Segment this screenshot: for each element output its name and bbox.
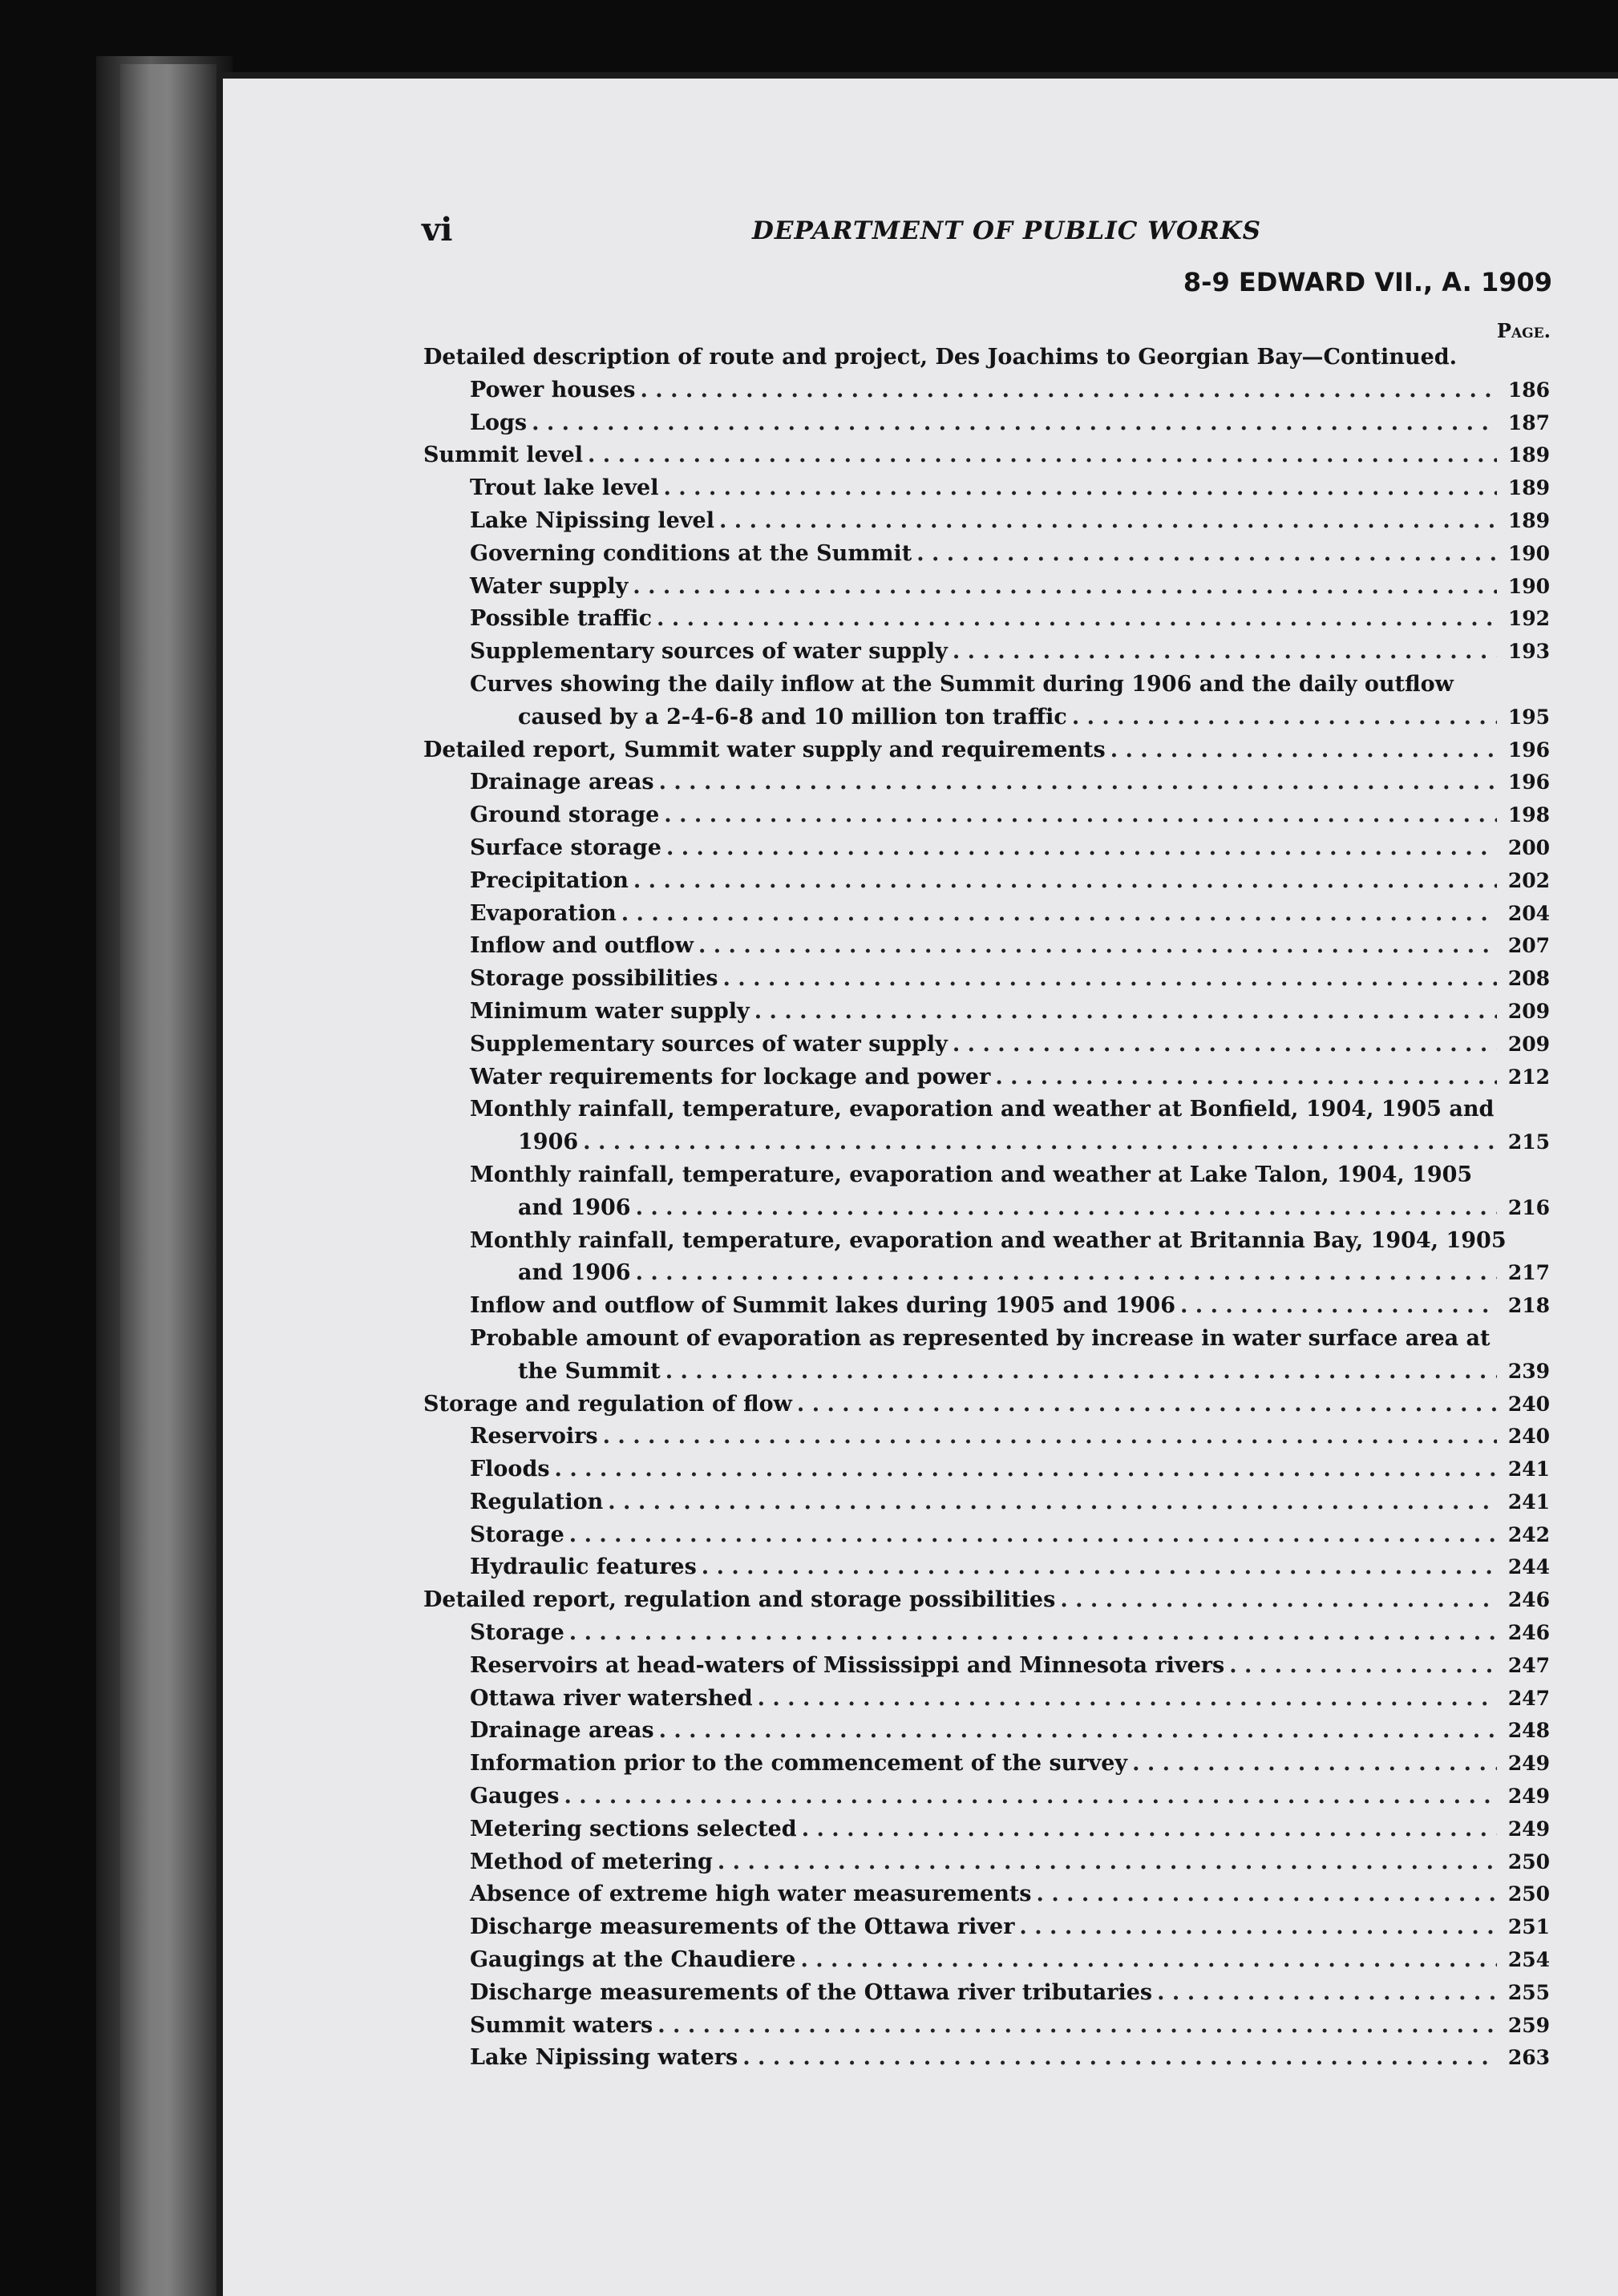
toc-entry-label: Information prior to the commencement of the survey [470, 1751, 1128, 1777]
toc-entry-label: Water supply [470, 573, 629, 599]
toc-entry-page: 254 [1507, 1948, 1550, 1972]
toc-entry-label: Logs [470, 410, 528, 435]
toc-entry [423, 472, 1550, 505]
toc-entry-label: Minimum water supply [470, 998, 750, 1024]
toc-entry [423, 996, 1550, 1029]
toc-entry-label: Governing conditions at the Summit [470, 540, 912, 566]
toc-entry-label: Possible traffic [470, 606, 653, 632]
toc-entry [423, 1551, 1550, 1584]
toc-entry [423, 1290, 1550, 1323]
toc-entry [423, 1683, 1550, 1716]
toc-entry [423, 1944, 1550, 1977]
toc-entry-label: Ottawa river watershed [470, 1685, 753, 1711]
toc-entry-page: 259 [1507, 2013, 1550, 2037]
document-page [216, 72, 1618, 2296]
toc-entry-page: 240 [1507, 1392, 1550, 1416]
toc-entry-label: Supplementary sources of water supply [470, 639, 948, 665]
toc-entry [423, 1715, 1550, 1748]
toc-entry-page: 209 [1507, 1032, 1550, 1056]
toc-entry-page: 246 [1507, 1588, 1550, 1612]
toc-entry-label: Floods [470, 1457, 550, 1482]
toc-entry-page: 249 [1507, 1785, 1550, 1809]
toc-entry-label: Gaugings at the Chaudiere [470, 1947, 796, 1973]
toc-entry-page: 186 [1507, 378, 1550, 402]
toc-entry-page: 241 [1507, 1457, 1550, 1481]
toc-entry [423, 898, 1550, 931]
toc-entry-line: Curves showing the daily inflow at the Summit during 1906 and the daily outflow [470, 671, 1454, 697]
toc-entry-label: Reservoirs [470, 1424, 598, 1449]
toc-entry-label: Ground storage [470, 802, 660, 828]
toc-entry [423, 1029, 1550, 1061]
toc-entry-label: Storage and regulation of flow [423, 1391, 792, 1417]
toc-entry [423, 2042, 1550, 2075]
toc-entry-label: Hydraulic features [470, 1554, 697, 1580]
toc-entry-page: 195 [1507, 705, 1550, 729]
toc-entry-label: Lake Nipissing level [470, 507, 714, 533]
toc-entry-page: 190 [1507, 574, 1550, 598]
toc-entry-label: Reservoirs at head-waters of Mississippi and Minnesota rivers [470, 1652, 1225, 1678]
toc-entry-label: Water requirements for lockage and power [470, 1064, 991, 1089]
toc-entry-label: Discharge measurements of the Ottawa river [470, 1914, 1015, 1940]
toc-entry [423, 1911, 1550, 1944]
toc-entry-label: Power houses [470, 377, 636, 402]
toc-entry-page: 215 [1507, 1130, 1550, 1154]
toc-entry [423, 1977, 1550, 2010]
toc-entry [423, 603, 1550, 636]
toc-entry-line: Monthly rainfall, temperature, evaporation and weather at Bonfield, 1904, 1905 and [470, 1097, 1495, 1122]
toc-entry [423, 1486, 1550, 1519]
toc-entry [423, 1192, 1550, 1225]
toc-entry [423, 1617, 1550, 1650]
toc-entry [423, 1389, 1550, 1421]
running-head: DEPARTMENT OF PUBLIC WORKS [752, 216, 1262, 245]
toc-entry [423, 1584, 1550, 1617]
toc-entry-page: 263 [1507, 2046, 1550, 2070]
toc-entry-page: 208 [1507, 967, 1550, 991]
toc-entry-page: 250 [1507, 1882, 1550, 1906]
toc-entry-label: Lake Nipissing waters [470, 2045, 738, 2071]
toc-entry-page: 202 [1507, 868, 1550, 892]
toc-entry-label: Detailed report, Summit water supply and requirements [423, 737, 1106, 762]
toc-entry-label: Supplementary sources of water supply [470, 1031, 948, 1057]
page-column-label: Page. [1496, 319, 1551, 342]
toc-entry-label: Gauges [470, 1784, 560, 1809]
toc-entry [423, 636, 1550, 669]
toc-entry-line: Monthly rainfall, temperature, evaporation and weather at Lake Talon, 1904, 1905 [470, 1162, 1473, 1187]
toc-entry-label: Drainage areas [470, 1718, 654, 1744]
toc-entry [423, 571, 1550, 604]
toc-entry [423, 1126, 1550, 1159]
toc-entry-label: the Summit [518, 1358, 661, 1384]
toc-entry-page: 189 [1507, 443, 1550, 467]
toc-entry [423, 439, 1550, 472]
toc-entry-label: Inflow and outflow [470, 933, 694, 959]
toc-entry-page: 241 [1507, 1490, 1550, 1514]
toc-entry-page: 247 [1507, 1686, 1550, 1710]
toc-entry-page: 249 [1507, 1752, 1550, 1776]
toc-entry [423, 701, 1550, 734]
toc-entry-page: 255 [1507, 1980, 1550, 2004]
toc-entry-page: 246 [1507, 1621, 1550, 1645]
toc-entry-page: 189 [1507, 508, 1550, 532]
page-number: vi [422, 211, 453, 249]
toc-entry-line: Monthly rainfall, temperature, evaporation and weather at Britannia Bay, 1904, 1905 [470, 1227, 1507, 1253]
toc-entry [423, 963, 1550, 996]
toc-entry-page: 193 [1507, 640, 1550, 664]
toc-entry-label: Storage possibilities [470, 966, 718, 992]
toc-entry [423, 1257, 1550, 1290]
toc-entry [423, 374, 1550, 407]
toc-entry-page: 204 [1507, 901, 1550, 925]
toc-entry [423, 1061, 1550, 1094]
toc-entry-label: Precipitation [470, 867, 629, 893]
toc-entry [423, 1356, 1550, 1389]
toc-entry [423, 799, 1550, 832]
toc-entry [423, 407, 1550, 440]
toc-entry-page: 218 [1507, 1294, 1550, 1318]
toc-entry-label: Storage [470, 1620, 564, 1646]
toc-entry-page: 198 [1507, 803, 1550, 827]
toc-entry-page: 248 [1507, 1719, 1550, 1743]
toc-entry-label: Discharge measurements of the Ottawa river tributaries [470, 1979, 1153, 2005]
toc-entry-label: Metering sections selected [470, 1816, 797, 1841]
toc-entry-label: Surface storage [470, 835, 661, 860]
toc-entry [423, 1878, 1550, 1911]
toc-entry-page: 190 [1507, 541, 1550, 565]
toc-entry-page: 200 [1507, 835, 1550, 859]
toc-entry [423, 930, 1550, 963]
toc-entry-page: 209 [1507, 999, 1550, 1023]
toc-entry-page: 207 [1507, 934, 1550, 958]
toc-entry-label: Drainage areas [470, 770, 654, 795]
toc-entry [423, 1421, 1550, 1453]
toc-entry [423, 1781, 1550, 1813]
toc-entry [423, 865, 1550, 898]
toc-entry-label: caused by a 2-4-6-8 and 10 million ton traffic [518, 704, 1067, 730]
toc-entry [423, 766, 1550, 799]
toc-entry-page: 244 [1507, 1555, 1550, 1579]
toc-entry-page: 212 [1507, 1065, 1550, 1089]
toc-entry-page: 216 [1507, 1195, 1550, 1219]
toc-entry-label: and 1906 [518, 1260, 631, 1286]
toc-entry-page: 239 [1507, 1359, 1550, 1383]
toc-entry-page: 217 [1507, 1261, 1550, 1285]
toc-entry-page: 251 [1507, 1915, 1550, 1939]
toc-entry-label: 1906 [518, 1130, 579, 1155]
toc-entry [423, 1453, 1550, 1486]
toc-entry-line: Probable amount of evaporation as represented by increase in water surface area at [470, 1325, 1491, 1351]
toc-entry [423, 832, 1550, 865]
toc-entry-label: Storage [470, 1522, 564, 1547]
toc-entry [423, 1519, 1550, 1552]
toc-entry-label: Summit waters [470, 2012, 653, 2038]
toc-entry-page: 250 [1507, 1849, 1550, 1874]
toc-entry-label: Regulation [470, 1489, 604, 1514]
toc-entry-page: 187 [1507, 410, 1550, 435]
toc-entry [423, 1748, 1550, 1781]
session-label: 8-9 EDWARD VII., A. 1909 [1183, 267, 1552, 297]
toc-entry-page: 240 [1507, 1425, 1550, 1449]
toc-entry-page: 196 [1507, 770, 1550, 794]
toc-entry-label: Detailed report, regulation and storage possibilities [423, 1587, 1056, 1613]
toc-entry-label: Evaporation [470, 900, 617, 926]
table-of-contents [423, 342, 1550, 2075]
book-edge-highlight [120, 64, 216, 2296]
toc-entry-label: Inflow and outflow of Summit lakes during 1905 and 1906 [470, 1293, 1175, 1319]
toc-continued-heading: Detailed description of route and project, Des Joachims to Georgian Bay—Continued. [423, 345, 1458, 370]
toc-entry-label: and 1906 [518, 1194, 631, 1220]
toc-entry-label: Method of metering [470, 1849, 713, 1874]
toc-entry-label: Summit level [423, 443, 583, 468]
toc-entry-page: 249 [1507, 1817, 1550, 1841]
toc-entry-label: Absence of extreme high water measurements [470, 1882, 1032, 1907]
toc-entry [423, 1813, 1550, 1846]
toc-entry-label: Trout lake level [470, 475, 659, 501]
toc-entry [423, 505, 1550, 538]
toc-entry-page: 196 [1507, 738, 1550, 762]
toc-entry-page: 242 [1507, 1522, 1550, 1546]
toc-entry [423, 1846, 1550, 1879]
toc-entry [423, 538, 1550, 571]
toc-entry-page: 247 [1507, 1653, 1550, 1677]
toc-entry-page: 189 [1507, 476, 1550, 500]
toc-entry [423, 1650, 1550, 1683]
toc-entry-page: 192 [1507, 607, 1550, 631]
toc-entry [423, 734, 1550, 767]
toc-entry [423, 2010, 1550, 2043]
